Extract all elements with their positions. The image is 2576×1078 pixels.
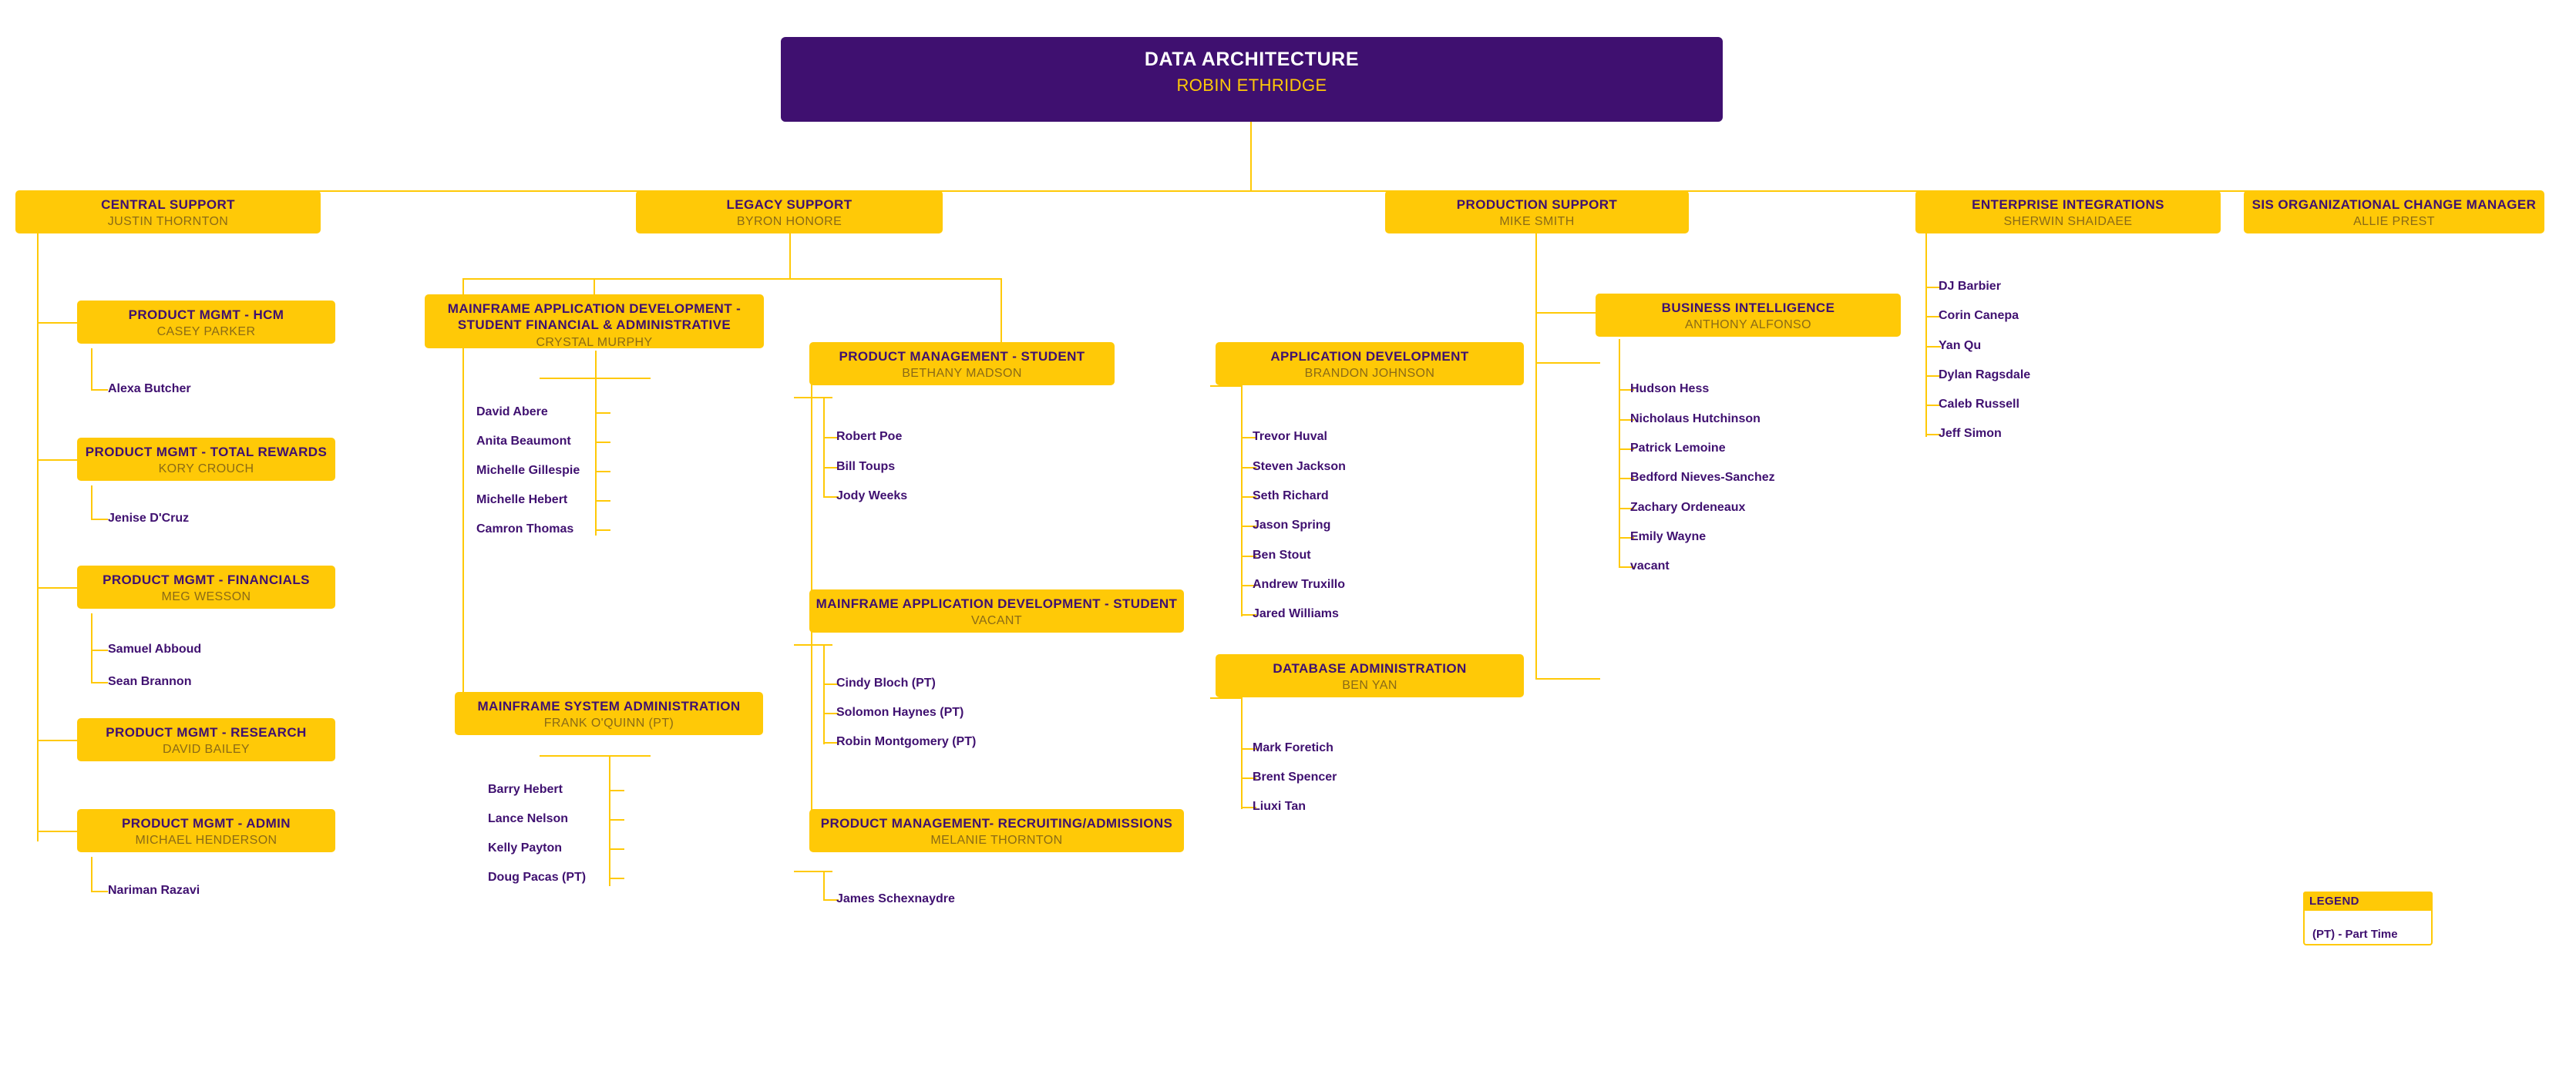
connector (1210, 385, 1241, 387)
list-item: James Schexnaydre (836, 892, 955, 905)
list-item: Jenise D'Cruz (108, 512, 190, 525)
list-item: Jeff Simon (1939, 427, 2002, 440)
connector (823, 397, 825, 497)
node-production-support[interactable] (1385, 190, 1689, 233)
connector (1241, 697, 1243, 809)
connector (595, 529, 610, 531)
node-person: KORY CROUCH (158, 462, 254, 476)
node-sis-change-manager[interactable] (2244, 190, 2544, 233)
node-mainframe-app-dev-student[interactable] (809, 589, 1184, 633)
node-enterprise-integrations[interactable] (1915, 190, 2221, 233)
node-person: BEN YAN (1342, 679, 1397, 693)
connector (595, 442, 610, 443)
list-item: Camron Thomas (476, 522, 574, 536)
list-item: Patrick Lemoine (1630, 442, 1726, 455)
list-item: Kelly Payton (488, 841, 563, 855)
list-item: Corin Canepa (1939, 309, 2019, 322)
connector (1250, 122, 1252, 191)
connector (1535, 233, 1537, 680)
node-person: JUSTIN THORNTON (107, 215, 229, 229)
node-title: PRODUCT MGMT - TOTAL REWARDS (85, 445, 328, 459)
list-item: Zachary Ordeneaux (1630, 501, 1746, 514)
node-person: DAVID BAILEY (163, 743, 250, 757)
node-title: MAINFRAME SYSTEM ADMINISTRATION (477, 699, 741, 714)
node-person: MICHAEL HENDERSON (135, 834, 277, 848)
connector (1619, 339, 1620, 566)
list-item: Brent Spencer (1253, 771, 1337, 784)
connector (823, 871, 825, 900)
node-title: CENTRAL SUPPORT (101, 197, 235, 212)
node-title: APPLICATION DEVELOPMENT (1270, 349, 1469, 364)
list-item: Jared Williams (1253, 607, 1339, 620)
node-title: PRODUCT MGMT - ADMIN (122, 816, 291, 831)
list-item: Jason Spring (1253, 519, 1331, 532)
connector (609, 848, 624, 850)
list-item: Nariman Razavi (108, 884, 200, 897)
node-central-support[interactable] (15, 190, 321, 233)
node-person: BETHANY MADSON (902, 367, 1022, 381)
list-item: Cindy Bloch (PT) (836, 677, 936, 690)
connector (37, 459, 77, 461)
node-title: BUSINESS INTELLIGENCE (1661, 301, 1835, 315)
node-title: DATABASE ADMINISTRATION (1273, 661, 1467, 676)
connector (789, 233, 791, 279)
connector (594, 278, 595, 295)
list-item: Anita Beaumont (476, 435, 571, 448)
connector (595, 378, 597, 413)
connector (609, 790, 624, 791)
node-person: ROBIN ETHRIDGE (1176, 76, 1327, 96)
connector (1925, 233, 1927, 437)
list-item: Ben Stout (1253, 549, 1311, 562)
connector (1210, 697, 1241, 699)
connector (595, 412, 610, 414)
node-product-management-student[interactable] (809, 342, 1115, 385)
connector (823, 644, 825, 744)
list-item: David Abere (476, 405, 548, 418)
list-item: Caleb Russell (1939, 398, 2019, 411)
node-legacy-support[interactable] (636, 190, 943, 233)
node-product-mgmt-admin[interactable] (77, 809, 335, 852)
list-item: Mark Foretich (1253, 741, 1333, 754)
connector (794, 397, 832, 398)
legend-title: LEGEND (2303, 892, 2433, 911)
connector (91, 485, 92, 519)
node-product-mgmt-total-rewards[interactable] (77, 438, 335, 481)
connector (37, 322, 77, 324)
node-person: BYRON HONORE (736, 215, 842, 229)
list-item: Robin Montgomery (PT) (836, 735, 977, 748)
node-root[interactable] (781, 37, 1723, 122)
connector (1241, 385, 1243, 438)
list-item: Seth Richard (1253, 489, 1329, 502)
list-item: Robert Poe (836, 430, 903, 443)
list-item: Samuel Abboud (108, 643, 202, 656)
node-person: VACANT (970, 614, 1023, 628)
node-person: SHERWIN SHAIDAEE (2003, 215, 2133, 229)
connector (37, 831, 77, 832)
connector (609, 878, 624, 879)
connector (37, 587, 77, 589)
node-product-mgmt-research[interactable] (77, 718, 335, 761)
list-item: Solomon Haynes (PT) (836, 706, 964, 719)
node-title: PRODUCTION SUPPORT (1456, 197, 1618, 212)
connector (462, 278, 1002, 280)
list-item: Liuxi Tan (1253, 800, 1306, 813)
list-item: Barry Hebert (488, 783, 563, 796)
node-database-administration[interactable] (1216, 654, 1524, 697)
list-item: Alexa Butcher (108, 382, 191, 395)
node-person: MEG WESSON (161, 590, 251, 604)
node-title: MAINFRAME APPLICATION DEVELOPMENT - STUDENT FINANCIAL & ADMINISTRATIVE (447, 301, 742, 333)
list-item: Bedford Nieves-Sanchez (1630, 471, 1775, 484)
list-item: Trevor Huval (1253, 430, 1327, 443)
list-item: Lance Nelson (488, 812, 569, 825)
connector (91, 389, 108, 391)
node-title: PRODUCT MGMT - FINANCIALS (103, 573, 310, 587)
list-item: Hudson Hess (1630, 382, 1710, 395)
list-item: Emily Wayne (1630, 530, 1707, 543)
connector (609, 819, 624, 821)
list-item: Sean Brannon (108, 675, 192, 688)
list-item: Doug Pacas (PT) (488, 871, 587, 884)
node-person: CRYSTAL MURPHY (536, 335, 653, 349)
legend-item: (PT) - Part Time (2312, 928, 2398, 941)
connector (91, 519, 108, 520)
connector (91, 348, 92, 390)
connector (91, 613, 92, 683)
list-item: DJ Barbier (1939, 280, 2001, 293)
node-title: MAINFRAME APPLICATION DEVELOPMENT - STUDENT (816, 596, 1178, 611)
connector (91, 650, 108, 651)
node-title: PRODUCT MANAGEMENT - STUDENT (839, 349, 1085, 364)
node-person: BRANDON JOHNSON (1304, 367, 1435, 381)
node-title: PRODUCT MANAGEMENT- RECRUITING/ADMISSIONS (820, 816, 1173, 831)
connector (91, 682, 108, 683)
list-item: Steven Jackson (1253, 460, 1346, 473)
node-title: DATA ARCHITECTURE (1144, 49, 1360, 70)
connector (794, 644, 832, 646)
connector (1535, 678, 1600, 680)
node-product-mgmt-financials[interactable] (77, 566, 335, 609)
node-person: FRANK O'QUINN (PT) (543, 717, 674, 730)
list-item: Yan Qu (1939, 339, 1982, 352)
connector (595, 471, 610, 472)
node-product-mgmt-hcm[interactable] (77, 301, 335, 344)
list-item: Dylan Ragsdale (1939, 368, 2031, 381)
connector (540, 755, 651, 757)
connector (1000, 278, 1002, 342)
node-title: SIS ORGANIZATIONAL CHANGE MANAGER (2251, 197, 2537, 212)
connector (595, 500, 610, 502)
list-item: Michelle Gillespie (476, 464, 580, 477)
connector (37, 233, 39, 841)
node-title: PRODUCT MGMT - HCM (128, 307, 284, 322)
list-item: Nicholaus Hutchinson (1630, 412, 1760, 425)
connector (91, 857, 92, 892)
node-title: PRODUCT MGMT - RESEARCH (106, 725, 307, 740)
node-title: LEGACY SUPPORT (726, 197, 853, 212)
list-item: Michelle Hebert (476, 493, 568, 506)
node-product-management-recruiting[interactable] (809, 809, 1184, 852)
connector (1535, 362, 1600, 364)
node-business-intelligence[interactable] (1596, 294, 1901, 337)
node-person: CASEY PARKER (156, 325, 256, 339)
node-person: MIKE SMITH (1499, 215, 1575, 229)
connector (1535, 312, 1602, 314)
list-item: vacant (1630, 559, 1670, 573)
list-item: Jody Weeks (836, 489, 908, 502)
node-mainframe-system-administration[interactable] (455, 692, 763, 735)
node-mainframe-app-dev-student-fin-admin[interactable] (425, 294, 764, 348)
list-item: Andrew Truxillo (1253, 578, 1346, 591)
connector (609, 755, 610, 886)
node-person: ANTHONY ALFONSO (1685, 318, 1811, 332)
node-title: ENTERPRISE INTEGRATIONS (1972, 197, 2164, 212)
connector (794, 871, 832, 872)
connector (91, 891, 108, 892)
list-item: Bill Toups (836, 460, 896, 473)
connector (37, 740, 77, 741)
node-person: ALLIE PREST (2353, 215, 2435, 229)
node-person: MELANIE THORNTON (930, 834, 1063, 848)
node-application-development[interactable] (1216, 342, 1524, 385)
